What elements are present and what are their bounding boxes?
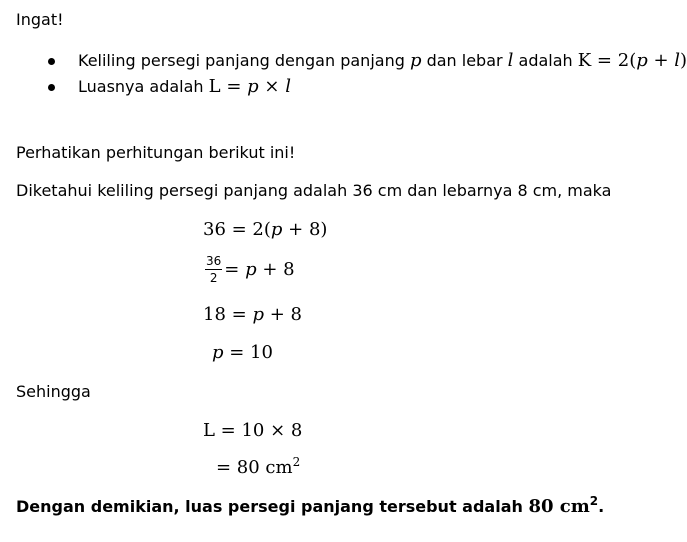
formula-perimeter: K = 2( bbox=[577, 50, 637, 71]
exponent: 2 bbox=[292, 455, 301, 469]
bullet-text-part: dan lebar bbox=[421, 51, 508, 70]
therefore-text: Sehingga bbox=[16, 382, 91, 401]
equation-step-4 bbox=[212, 342, 273, 364]
conclusion-sentence: Dengan demikian, luas persegi panjang tersebut adalah bbox=[16, 497, 529, 516]
var-l: l bbox=[285, 76, 291, 97]
intro-text: Perhatikan perhitungan berikut ini! bbox=[16, 143, 296, 162]
eq-part: = bbox=[224, 259, 246, 280]
given-text: Diketahui keliling persegi panjang adalah 36 cm dan lebarnya 8 cm, maka bbox=[16, 181, 612, 200]
bullet-dot bbox=[48, 84, 55, 91]
eq-part: + 8 bbox=[263, 304, 302, 325]
var-l: l bbox=[507, 50, 514, 71]
equation-step-2 bbox=[205, 255, 295, 285]
var-p: p bbox=[636, 50, 648, 71]
formula-plus: + bbox=[647, 50, 675, 71]
eq-part: 36 = 2( bbox=[203, 219, 271, 240]
eq-part: = 80 cm bbox=[216, 457, 293, 478]
area-step-2 bbox=[216, 457, 300, 479]
bullet-text-part: Keliling persegi panjang dengan panjang bbox=[78, 51, 410, 70]
heading-ingat: Ingat! bbox=[16, 10, 64, 29]
bullet-perimeter bbox=[78, 51, 687, 71]
var-p: p bbox=[247, 76, 259, 97]
eq-part: 18 = bbox=[203, 304, 253, 325]
conclusion-text bbox=[16, 494, 605, 517]
var-p: p bbox=[212, 342, 224, 363]
conclusion-period: . bbox=[598, 497, 605, 516]
eq-part: + 8) bbox=[282, 219, 328, 240]
area-step-1: L = 10 × 8 bbox=[203, 420, 303, 441]
var-p: p bbox=[252, 304, 264, 325]
formula-area: L = bbox=[208, 76, 248, 97]
fraction-denominator: 2 bbox=[209, 271, 218, 285]
equation-step-1 bbox=[203, 219, 327, 241]
formula-close: ) bbox=[680, 50, 687, 71]
formula-times: × bbox=[258, 76, 286, 97]
bullet-text-part: Luasnya adalah bbox=[78, 77, 209, 96]
var-p: p bbox=[245, 259, 257, 280]
var-p: p bbox=[270, 219, 283, 240]
conclusion-value: 80 cm bbox=[528, 496, 590, 517]
bullet-area bbox=[78, 77, 291, 97]
exponent: 2 bbox=[589, 494, 599, 508]
equation-step-3 bbox=[203, 304, 302, 326]
fraction-numerator: 36 bbox=[206, 254, 222, 268]
bullet-dot bbox=[48, 58, 55, 65]
var-l: l bbox=[674, 50, 681, 71]
eq-part: + 8 bbox=[256, 259, 295, 280]
var-p: p bbox=[409, 50, 422, 71]
fraction bbox=[205, 255, 222, 285]
eq-part: = 10 bbox=[223, 342, 273, 363]
bullet-text-part: adalah bbox=[513, 51, 578, 70]
